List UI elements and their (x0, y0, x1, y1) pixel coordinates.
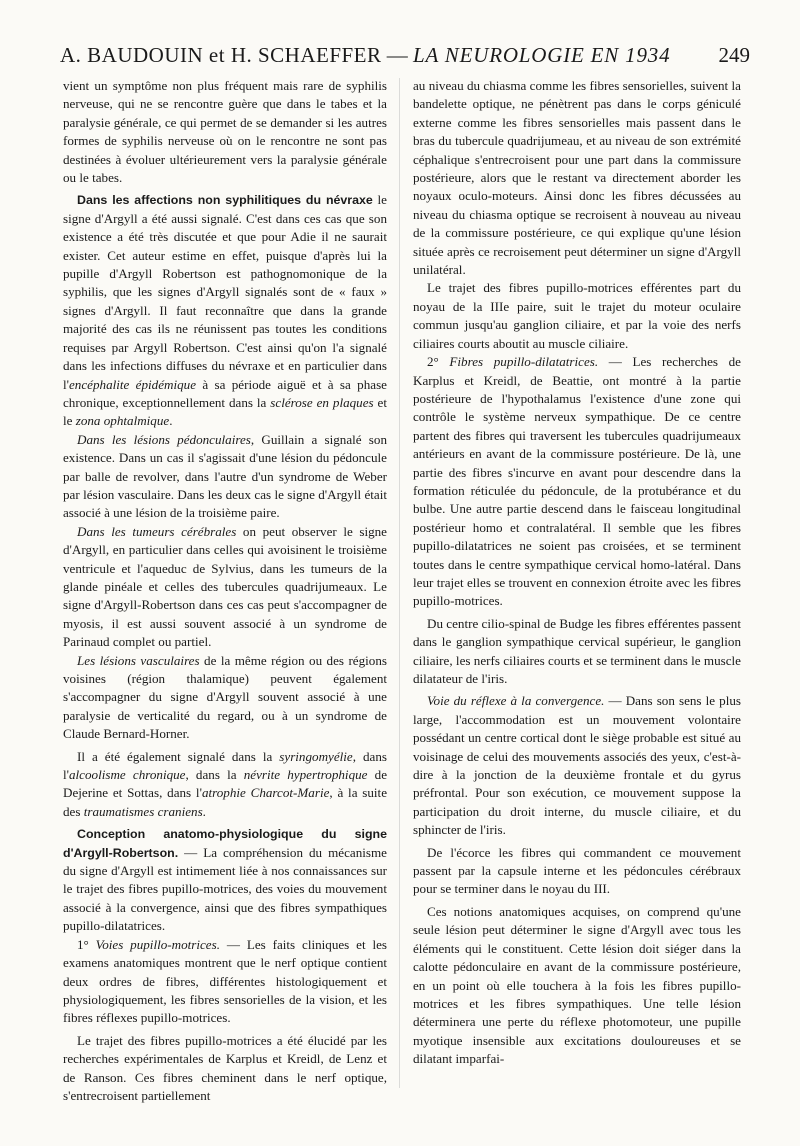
paragraph: 2° Fibres pupillo-dilatatrices. — Les recherches de Karplus et Kreidl, de Beattie, ont montré à la partie postérieure de l'hypothalamus l'existence d'une zone qui contrôle le système nerveux sympathique. De ce centre partent des fibres qui traversent les tubercules quadrijumeaux antérieurs en avant de la commissure postérieure. De là, une partie des fibres s'incurve en avant pour descendre dans la formation réticulée du pédoncule, de la protubérance et du bulbe. Une autre partie descend dans le faisceau longitudinal postérieur homo et contralatéral. Il semble que les fibres pupillo-dilatatrices ne soient pas croisées, et se terminent toutes dans le centre sympathique cervical homo-latéral. Dans leur trajet elles se trouvent en connexion étroite avec les fibres pupillo-motrices. (413, 354, 741, 609)
section-heading: Conception anatomo-physiologique du signe d'Argyll-Robertson. (63, 827, 387, 860)
paragraph: Voie du réflexe à la convergence. — Dans son sens le plus large, l'accommodation est un mouvement volontaire possédant un centre cortical dont le siège probable est situé au voisinage de celui des mouvements associés des yeux, c'est-à-dire à la jonction de la deuxième frontale et du gyrus préfrontal. Pour son exécution, ce mouvement suppose la participation du droit interne, du muscle ciliaire, et du sphincter de l'iris. (413, 693, 741, 838)
paragraph: Du centre cilio-spinal de Budge les fibres efférentes passent dans le ganglion sympathique cervical supérieur, le ganglion ciliaire, les nerfs ciliaires courts et se terminent dans le muscle dilatateur de l'iris. (413, 615, 741, 686)
column-divider (399, 78, 400, 1088)
header-separator: — (381, 43, 414, 67)
paragraph: De l'écorce les fibres qui commandent ce mouvement passent par la capsule interne et les pédoncules cérébraux pour se terminer dans le noyau du III. (413, 844, 741, 897)
paragraph: 1° Voies pupillo-motrices. — Les faits cliniques et les examens anatomiques montrent que le nerf optique contient deux ordres de fibres, différentes histologiquement et physiologiquement, les fibres sensorielles de la vision, et les fibres réflexes pupillo-motrices. (63, 936, 388, 1026)
paragraph: Les lésions vasculaires de la même région ou des régions voisines (région thalamique) peuvent également s'accompagner du signe d'Argyll souvent associé à une paralysie de verticalité du regard, ou à un syndrome de Claude Bernard-Horner. (63, 652, 387, 742)
paragraph: Dans les lésions pédonculaires, Guillain a signalé son existence. Dans un cas il s'agissait d'une lésion du pédoncule par balle de revolver, dans l'autre d'un syndrome de Weber par lésion vasculaire. Dans les deux cas le signe d'Argyll était associé à une lésion de la troisième paire. (63, 431, 387, 521)
paragraph: au niveau du chiasma comme les fibres sensorielles, suivent la bandelette optique, ne pénètrent pas dans le corps géniculé externe comme les fibres sensorielles mais passent dans le bras du tubercule quadrijumeau, et au niveau de son extrémité céphalique s'entrecroisent pour une part dans la commissure postérieure, alors que le restant va directement aborder les noyaux oculo-moteurs. Ainsi donc les fibres décussées au niveau du chiasma optique se recroisent à nouveau au niveau de la commissure postérieure, ce qui explique qu'une lésion située après ce recroisement peut déterminer un signe d'Argyll unilatéral. (413, 78, 741, 278)
right-column (413, 77, 741, 1069)
running-header (60, 42, 750, 68)
page-number: 249 (718, 43, 750, 67)
header-authors: A. BAUDOUIN et H. SCHAEFFER (60, 43, 382, 67)
paragraph: Il a été également signalé dans la syringomyélie, dans l'alcoolisme chronique, dans la névrite hypertrophique de Dejerine et Sottas, dans l'atrophie Charcot-Marie, à la suite des traumatismes craniens. (63, 748, 388, 819)
paragraph: Le trajet des fibres pupillo-motrices a été élucidé par les recherches expérimentales de Karplus et Kreidl, de Lenz et de Ranson. Ces fibres cheminent dans le nerf optique, s'entrecroisent partiellement (63, 1032, 387, 1103)
paragraph: Le trajet des fibres pupillo-motrices efférentes part du noyau de la IIIe paire, suit le trajet du moteur oculaire commun jusqu'au ganglion ciliaire, et par la voie des nerfs ciliaires courts aboutit au muscle ciliaire. (413, 280, 741, 351)
left-column (63, 77, 387, 1105)
paragraph: Dans les tumeurs cérébrales on peut observer le signe d'Argyll, en particulier dans celles qui avoisinent le troisième ventricule et l'aqueduc de Sylvius, dans les tumeurs de la glande pinéale et celles des tubercules quadrijumeaux. Le signe d'Argyll-Robertson dans ces cas peut s'accompagner de myosis, il est aussi souvent associé à un syndrome de Parinaud complet ou partiel. (63, 523, 387, 650)
section-heading: Dans les affections non syphilitiques du névraxe (77, 193, 373, 208)
paragraph: vient un symptôme non plus fréquent mais rare de syphilis nerveuse, qui ne se rencontre guère que dans le tabes et la paralysie générale, ce qui permet de se demander si les autres formes de syphilis nerveuse où on le rencontre ne sont pas destinées à évoluer ultérieurement vers la paralysie générale ou le tabes. (63, 78, 387, 186)
paragraph: Ces notions anatomiques acquises, on comprend qu'une seule lésion peut déterminer le signe d'Argyll avec tous les éléments qui le constituent. Cette lésion doit siéger dans la calotte pédonculaire en avant de la commissure postérieure, en un point où elle touchera à la fois les fibres pupillo-motrices et les fibres sympathiques. Une telle lésion déterminera une perte du réflexe photomoteur, une pupille myotique insensible aux excitations douloureuses et se dilatant imparfai- (413, 903, 741, 1067)
header-journal-title: LA NEUROLOGIE EN 1934 (413, 43, 671, 67)
paragraph: Conception anatomo-physiologique du signe d'Argyll-Robertson. — La compréhension du mécanisme du signe d'Argyll est intimement liée à nos connaissances sur le trajet des fibres pupillo-motrices, des voies du mouvement associé à la convergence, ainsi que des fibres sympathiques pupillo-dilatatrices. (63, 827, 387, 934)
paragraph: Dans les affections non syphilitiques du névraxe le signe d'Argyll a été aussi signalé. C'est dans ces cas que son existence a été très discutée et que pour Adie il ne saurait exister. Cet auteur estime en effet, puisque d'après lui la pupille d'Argyll Robertson est pathognomonique de la syphilis, que les signes d'Argyll signalés sont de « faux » signes d'Argyll. Il faut reconnaître que dans la grande majorité des cas ils ne réunissent pas toutes les conditions requises par Argyll Robertson. C'est ainsi qu'on l'a signalé dans les infections diffuses du névraxe et en particulier dans l'encéphalite épidémique à sa période aiguë et à sa phase chronique, exceptionnellement dans la sclérose en plaques et le zona ophtalmique. (63, 192, 388, 429)
